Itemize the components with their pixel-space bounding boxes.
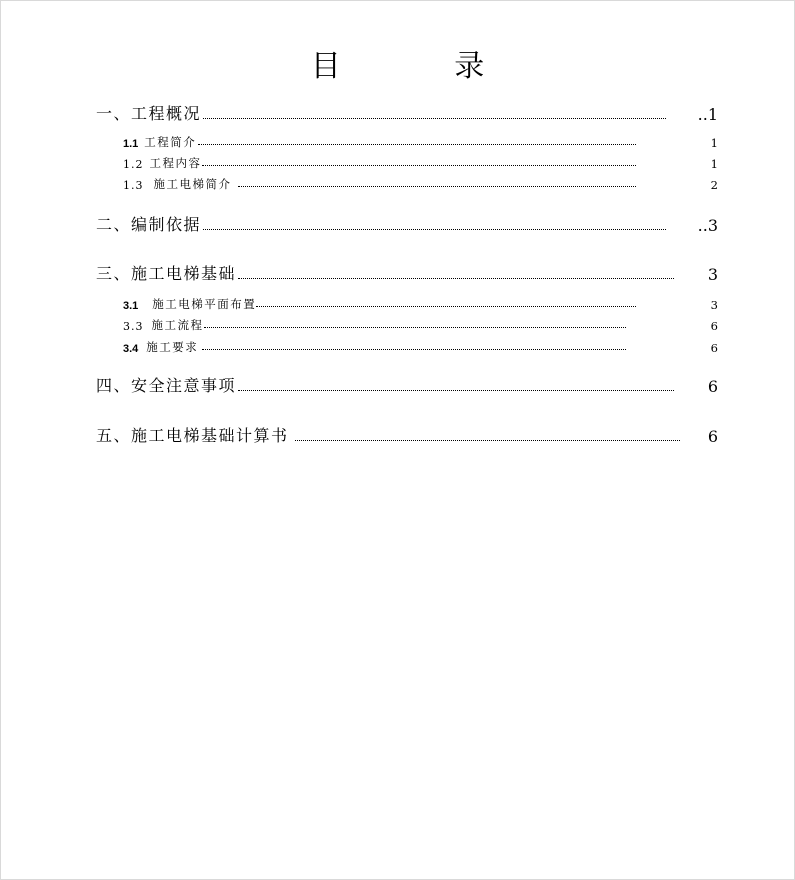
toc-entry-label: 施工流程 [151, 318, 204, 332]
toc-entry-label: 一、工程概况 [96, 104, 202, 123]
dot-leader [238, 389, 674, 391]
toc-subentry[interactable] [123, 134, 718, 150]
toc-subentry[interactable] [123, 296, 718, 312]
dot-leader [198, 143, 636, 145]
toc-entry-label: 施工电梯简介 [153, 177, 232, 191]
toc-page-number: 6 [710, 341, 718, 355]
toc-entry[interactable] [96, 212, 718, 235]
toc-section-number: 3.4 [123, 343, 139, 355]
toc-entry-label: 施工电梯平面布置 [152, 297, 257, 311]
toc-entry-label: 施工要求 [146, 340, 199, 354]
toc-entry-label: 工程内容 [149, 156, 202, 170]
toc-page-number: ..3 [697, 216, 718, 235]
toc-subentry[interactable] [123, 155, 718, 171]
dot-leader [204, 326, 627, 328]
toc-page-number: 1 [710, 136, 718, 150]
dot-leader [202, 348, 626, 350]
toc-entry-label: 三、施工电梯基础 [96, 264, 237, 283]
toc-page-number: ..1 [697, 105, 718, 124]
toc-section-number: 3.1 [123, 300, 139, 312]
toc-page-number: 1 [710, 157, 718, 171]
toc-section-number: 1.3 [123, 179, 144, 192]
toc-page-number: 2 [710, 178, 718, 192]
toc-subentry[interactable] [123, 176, 718, 192]
toc-page-number: 6 [710, 319, 718, 333]
toc-page-number: 6 [707, 377, 718, 396]
toc-page-number: 6 [707, 427, 718, 446]
toc-section-number: 1.1 [123, 138, 139, 150]
toc-title: 目 录 [310, 49, 537, 84]
toc-entry-label: 四、安全注意事项 [96, 376, 237, 395]
toc-entry-label: 二、编制依据 [96, 215, 202, 234]
toc-entry[interactable] [96, 261, 718, 284]
toc-entry-label: 工程简介 [144, 135, 197, 149]
toc-entry[interactable] [96, 423, 718, 446]
toc-entry[interactable] [96, 373, 718, 396]
dot-leader [202, 164, 637, 166]
toc-page-number: 3 [707, 265, 718, 284]
dot-leader [238, 277, 674, 279]
toc-entry-label: 五、施工电梯基础计算书 [96, 426, 289, 445]
dot-leader [203, 117, 666, 119]
dot-leader [295, 439, 680, 441]
toc-subentry[interactable] [123, 317, 718, 333]
toc-section-number: 3.3 [123, 320, 144, 333]
dot-leader [256, 305, 636, 307]
toc-entry[interactable] [96, 101, 718, 124]
dot-leader [203, 228, 666, 230]
toc-subentry[interactable] [123, 339, 718, 355]
dot-leader [238, 185, 637, 187]
toc-page-number: 3 [710, 298, 718, 312]
toc-section-number: 1.2 [123, 158, 144, 171]
